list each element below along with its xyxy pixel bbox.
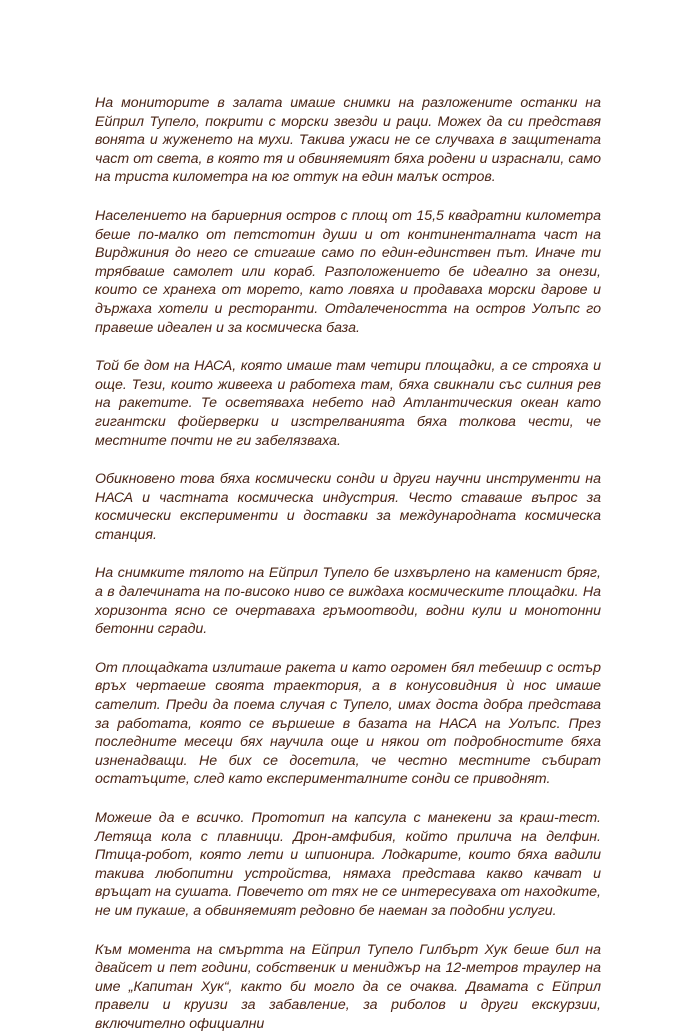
document-page: [95, 94, 601, 1034]
paragraph-7: Можеше да е всичко. Прототип на капсула с манекени за краш-тест. Летяща кола с плавници. Дрон-амфибия, който приличa на делфин. Птица-робот, която лети и шпионира. Лодкарите, които бяха вадили такива любопитни устройства, нямаха представа какво качват и връщат на сушата. Повечето от тях не се интересуваха от находките, не им пукаше, а обвиняемият редовно бе наеман за подобни услуги.: [95, 810, 601, 919]
paragraph-5: На снимките тялото на Ейприл Тупело бе изхвърлено на каменист бряг, а в далечината на по-високо ниво се виждаха космическите площадки. На хоризонта ясно се очертаваха гръмоотводи, водни кули и монотонни бетонни сгради.: [95, 565, 601, 638]
paragraph-6: От площадката излиташе ракета и като огромен бял тебешир с остър връх чертаеше своята траектория, а в конусовидния ѝ нос имаше сателит. Преди да поема случая с Тупело, имах доста добра представа за работата, която се вършеше в базата на НАСА на Уолъпс. През последните месеци бях научила още и някои от подробностите бяха изненадващи. Не бих се досетила, че честно местните събират остатъците, след като експерименталните сонди се приводнят.: [95, 659, 601, 788]
paragraph-2: Населението на бариерния остров с площ от 15,5 квадратни километра беше по-малко от петстотин души и от континенталната част на Вирджиния до него се стигаше само по един-единствен път. Иначе ти трябваше самолет или кораб. Разположението бе идеално за онези, които се хранеха от морето, като ловяха и продаваха морски дарове и държаха хотели и ресторанти. Отдалечеността на остров Уолъпс го правеше идеален и за космическа база.: [95, 207, 601, 336]
paragraph-1: На мониторите в залата имаше снимки на разложените останки на Ейприл Тупело, покрити с морски звезди и раци. Можех да си представя вонята и жуженето на мухи. Такива ужаси не се случваха в защитената част от света, в която тя и обвиняемият бяха родени и израснали, само на триста километра на юг оттук на един малък остров.: [95, 95, 601, 186]
paragraph-8: Към момента на смъртта на Ейприл Тупело Гилбърт Хук беше бил на двайсет и пет години, собственик и мениджър на 12-метров траулер на име „Капитан Хук“, както би могло да се очаква. Двамата с Ейприл правели и круизи за забавление, за риболов и други екскурзии, включително официални: [95, 941, 601, 1032]
paragraph-4: Обикновено това бяха космически сонди и други научни инструменти на НАСА и частната космическа индустрия. Често ставаше въпрос за космически експерименти и доставки за международната космическа станция.: [95, 471, 601, 543]
paragraph-3: Той бе дом на НАСА, която имаше там четири площадки, а се строяха и още. Тези, които живееха и работеха там, бяха свикнали със силния рев на ракетите. Те осветяваха небето над Атлантическия океан като гигантски фойерверки и изстрелванията бяха толкова чести, че местните почти не ги забелязваха.: [95, 358, 601, 449]
